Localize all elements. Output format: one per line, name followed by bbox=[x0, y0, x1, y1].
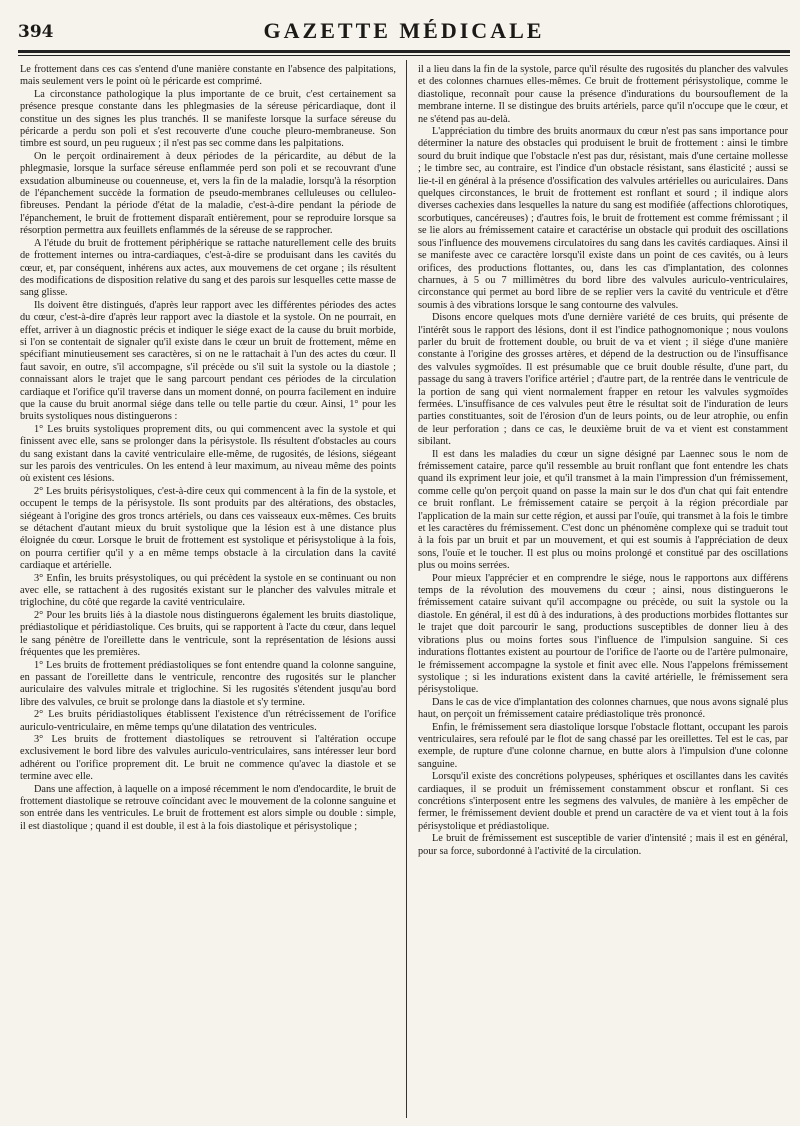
paragraph: 2° Les bruits péridiastoliques établissent l'existence d'un rétrécissement de l'orifice auriculo-ventriculaire, en même temps qu'une dilatation des ventricules. bbox=[20, 709, 396, 733]
paragraph: Le frottement dans ces cas s'entend d'une manière constante en l'absence des palpitations, mais seulement vers le point où le péricarde est comprimé. bbox=[20, 64, 396, 88]
header-rule-thick bbox=[18, 50, 790, 53]
paragraph: Dans le cas de vice d'implantation des colonnes charnues, que nous avons signalé plus haut, on perçoit un frémissement cataire prédiastolique très prononcé. bbox=[418, 696, 788, 721]
paragraph: 3° Enfin, les bruits présystoliques, ou qui précèdent la systole en se continuant ou non avec elle, se rattachent à des rugosités existant sur le plancher des valvules mitrale et triglochine, du côté que regarde la cavité ventriculaire. bbox=[20, 572, 396, 609]
paragraph: 1° Les bruits systoliques proprement dits, ou qui commencent avec la systole et qui finissent avec elle, sans se prolonger dans la périsystole. Ils résultent d'obstacles au cours du sang existant dans la cavité ventriculaire elle-même, de rugosités, de lésions, siégeant sur les parois des ventricules. On les entend à leur maximum, au niveau même des points où existent ces lésions. bbox=[20, 423, 396, 485]
page-number: 394 bbox=[18, 22, 54, 42]
paragraph: 3° Les bruits de frottement diastoliques se retrouvent si l'altération occupe exclusivement le bord libre des valvules auriculo-ventriculaires, sans intéresser leur bord adhérent ou l'orifice proprement dit. Le bruit ne commence qu'avec la diastole et se termine avec elle. bbox=[20, 733, 396, 783]
paragraph: La circonstance pathologique la plus importante de ce bruit, c'est certainement sa présence presque constante dans les phlegmasies de la séreuse péricardiaque, dont il constitue un des signes les plus tranchés. Il se manifeste lorsque la surface séreuse du péricarde a perdu son poli et s'est recouverte d'une couche pleuro-membraneuse. Son timbre est sourd, un peu rugueux ; il n'est pas sec comme dans les palpitations. bbox=[20, 88, 396, 150]
paragraph: Ils doivent être distingués, d'après leur rapport avec les différentes périodes des actes du cœur, c'est-à-dire d'après leur rapport avec la diastole et la systole. On ne pourrait, en effet, arriver à un diagnostic précis et indiquer le siége exact de la cause du bruit morbide, si l'on se contentait de signaler qu'il existe dans le cœur un bruit de frottement, même en spécifiant minutieusement ses caractères, si on ne le rattachait à l'un des actes du cœur. Il faut savoir, en outre, s'il accompagne, s'il précède ou s'il suit la systole ou la diastole ; connaissant alors le trajet que le sang parcourt pendant ces périodes de la circulation cardiaque et l'orifice qu'il traverse dans un moment donné, on pourra facilement en induire que la cause du bruit anormal siége dans telle ou telle partie du cœur. Ainsi, 1° pour les bruits systoliques nous distinguerons : bbox=[20, 299, 396, 423]
paragraph: Le bruit de frémissement est susceptible de varier d'intensité ; mais il est en général, pour sa force, subordonné à l'activité de la circulation. bbox=[418, 833, 788, 857]
paragraph: Il est dans les maladies du cœur un signe désigné par Laennec sous le nom de frémissement cataire, parce qu'il ressemble au bruit ronflant que font entendre les chats quand ils expriment leur joie, et qu'il transmet à la main l'impression d'un frémissement, comme celle qu'on perçoit quand on passe la main sur le dos d'un chat qui fait entendre ce bruit ronflant. Le frémissement cataire se perçoit à la région précordiale par l'application de la main sur cette région, et aussi par l'ouïe, qui transmet à la fois le timbre et les caractères du frémissement. C'est donc un phénomène complexe qui se traduit tout à la fois par un bruit et par un mouvement, et qui est soumis à l'appréciation de deux sons, l'ouïe et le toucher. Il est plus ou moins prolongé et constitué par des oscillations plus ou moins serrées. bbox=[418, 448, 788, 572]
paragraph: il a lieu dans la fin de la systole, parce qu'il résulte des rugosités du plancher des valvules et des colonnes charnues elles-mêmes. Ce bruit de frottement périsystolique, comme le diastolique, reconnaît pour cause la présence d'indurations du boursouflement de la membrane interne. Il se distingue des bruits artériels, parce qu'il n'occupe que le cœur, et ne s'étend pas au-delà. bbox=[418, 64, 788, 125]
column-divider bbox=[406, 60, 407, 1118]
masthead-title: GAZETTE MÉDICALE bbox=[263, 18, 545, 43]
right-column bbox=[418, 64, 788, 858]
header-rule-thin bbox=[18, 55, 790, 56]
paragraph: L'appréciation du timbre des bruits anormaux du cœur n'est pas sans importance pour déterminer la nature des obstacles qui produisent le bruit de frottement : ainsi le timbre sourd du bruit indique que l'obstacle n'est pas dur, résistant, mais d'une certaine mollesse ; le timbre sec, au contraire, est l'indice d'un obstacle résistant, sans élasticité ; aussi se lie-t-il en général à la présence d'ossification des valvules artérielles ou auriculaires. Dans quelques circonstances, le bruit de frottement est ronflant et sourd ; il indique alors diverses cachexies dans lesquelles la nature du sang est modifiée (affections chlorotiques, scorbutiques, cancéreuses) ; d'autres fois, le bruit de frottement est comme frémissant ; il se lie alors au frémissement cataire et caractérise un obstacle qui produit des oscillations sous l'influence des mouvemens circulatoires du sang dans les cavités cardiaques. Ainsi il se manifeste avec ce caractère lorsqu'il existe dans un point de ces cavités, ou à leurs orifices, des productions flottantes, ou, dans les cas d'implantation, des colonnes charnues, à 5 ou 7 millimètres du bord libre des valvules auriculo-ventriculaires, circonstance qui permet au bord libre de se replier vers la cavité du ventricule et d'être soumis à des vibrations lorsque le sang contourne des valvules. bbox=[418, 126, 788, 311]
paragraph: On le perçoit ordinairement à deux périodes de la péricardite, au début de la phlegmasie, lorsque la surface séreuse enflammée perd son poli et se recouvrant d'une exsudation albumineuse ou couenneuse, et, vers la fin de la maladie, lorsqu'à la résorption de l'épanchement succède la formation de pseudo-membranes celluleuses ou celluleo-fibreuses. Pendant la période d'état de la maladie, c'est-à-dire pendant la période de l'épanchement, le bruit de frottement disparaît entièrement, pour se reproduire lorsque sa résorption permettra aux feuillets enflammés de la séreuse de se rapprocher. bbox=[20, 150, 396, 237]
paragraph: Pour mieux l'apprécier et en comprendre le siége, nous le rapportons aux différens temps de la révolution des mouvemens du cœur ; ainsi, nous distinguerons le frémissement cataire suivant qu'il accompagne ou précède, ou suit la systole ou la diastole. En général, il est dû à des indurations, à des productions morbides flottantes sur le trajet que doit parcourir le sang, productions susceptibles de donner lieu à des vibrations plus ou moins fortes sous l'influence de l'impulsion sanguine. Si ces indurations flottantes existent au pourtour de l'orifice de l'aorte ou de l'artère pulmonaire, le frémissement accompagne la systole et finit avec elle. Nous l'appelons frémissement systolique ; si les indurations existent dans la cavité artérielle, le frémissement sera périsystolique. bbox=[418, 572, 788, 696]
paragraph: 1° Les bruits de frottement prédiastoliques se font entendre quand la colonne sanguine, en passant de l'oreillette dans le ventricule, rencontre des rugosités sur le plancher auriculaire des valvules mitrale et triglochine. Si les rugosités s'étendent jusqu'au bord libre des valvules, ce bruit se prolonge dans la diastole et s'y termine. bbox=[20, 659, 396, 708]
paragraph: Dans une affection, à laquelle on a imposé récemment le nom d'endocardite, le bruit de frottement diastolique se retrouve coïncidant avec le mouvement de la colonne sanguine et son entrée dans les ventricules. Le bruit de frottement est alors simple ou double : simple, il est diastolique ; quand il est double, il est à la fois diastolique et périsystolique ; bbox=[20, 783, 396, 832]
paragraph: Enfin, le frémissement sera diastolique lorsque l'obstacle flottant, occupant les parois ventriculaires, sera refoulé par le flot de sang chassé par les oreillettes. Tel est le cas, par exemple, de rupture d'une colonne charnue, en butte alors à l'impulsion d'une colonne sanguine. bbox=[418, 721, 788, 770]
left-column bbox=[20, 64, 396, 833]
paragraph: 2° Pour les bruits liés à la diastole nous distinguerons également les bruits diastolique, prédiastolique et péridiastolique. Ces bruits, qui se rapportent à l'acte du cœur, dans lequel le sang pénètre de l'oreillette dans le ventricule, sont la représentation de lésions aussi fréquentes que les premières. bbox=[20, 609, 396, 659]
paragraph: A l'étude du bruit de frottement périphérique se rattache naturellement celle des bruits de frottement internes ou intra-cardiaques, c'est-à-dire se produisant dans les cavités du cœur, et, par conséquent, inhérens aux actes, aux mouvemens de cet organe ; ils résultent des modifications de disposition relative du sang et des parois sur lesquelles cette masse de sang glisse. bbox=[20, 237, 396, 299]
paragraph: 2° Les bruits périsystoliques, c'est-à-dire ceux qui commencent à la fin de la systole, et occupent le temps de la périsystole. Ils sont produits par des altérations, des obstacles, siégeant à l'origine des gros troncs artériels, ou dans ces vaisseaux eux-mêmes. Ces bruits se détachent d'autant mieux du bruit systolique que la lésion est à une distance plus éloignée du cœur. Lorsque le bruit de frottement est systolique et périsystolique à la fois, on pourra certifier qu'il y a en même temps obstacle à la circulation dans la cavité cardiaque et artérielle. bbox=[20, 485, 396, 572]
page-header bbox=[18, 10, 790, 44]
paragraph: Lorsqu'il existe des concrétions polypeuses, sphériques et oscillantes dans les cavités cardiaques, il se produit un frémissement constamment obscur et ronflant. Si ces concrétions s'interposent entre les segmens des valvules, de manière à les empêcher de fermer, le frémissement devient double et prend un caractère de va et vient tout à la fois périsystolique et prédiastolique. bbox=[418, 771, 788, 832]
paragraph: Disons encore quelques mots d'une dernière variété de ces bruits, qui présente de l'intérêt sous le rapport des lésions, dont il est l'indice pathognomonique ; nous voulons parler du bruit de frottement double, ou bruit de va et vient ; il siége d'une manière constante à l'origine des grosses artères, et dépend de la destruction ou de l'insuffisance des valvules sygmoïdes. Il est présumable que ce bruit double résulte, d'une part, du passage du sang à travers l'orifice artériel ; d'autre part, de la rentrée dans le ventricule de la portion de sang qui vient normalement frapper en retour les valvules sygmoïdes fermées. L'insuffisance de ces valvules peut être le résultat soit de l'induration de leurs parties constituantes, soit de l'érosion d'un de leurs points, ou de leur atrophie, ou enfin de leur perforation ; dans ce cas, le deuxième bruit de va et vient est constamment sibilant. bbox=[418, 312, 788, 448]
